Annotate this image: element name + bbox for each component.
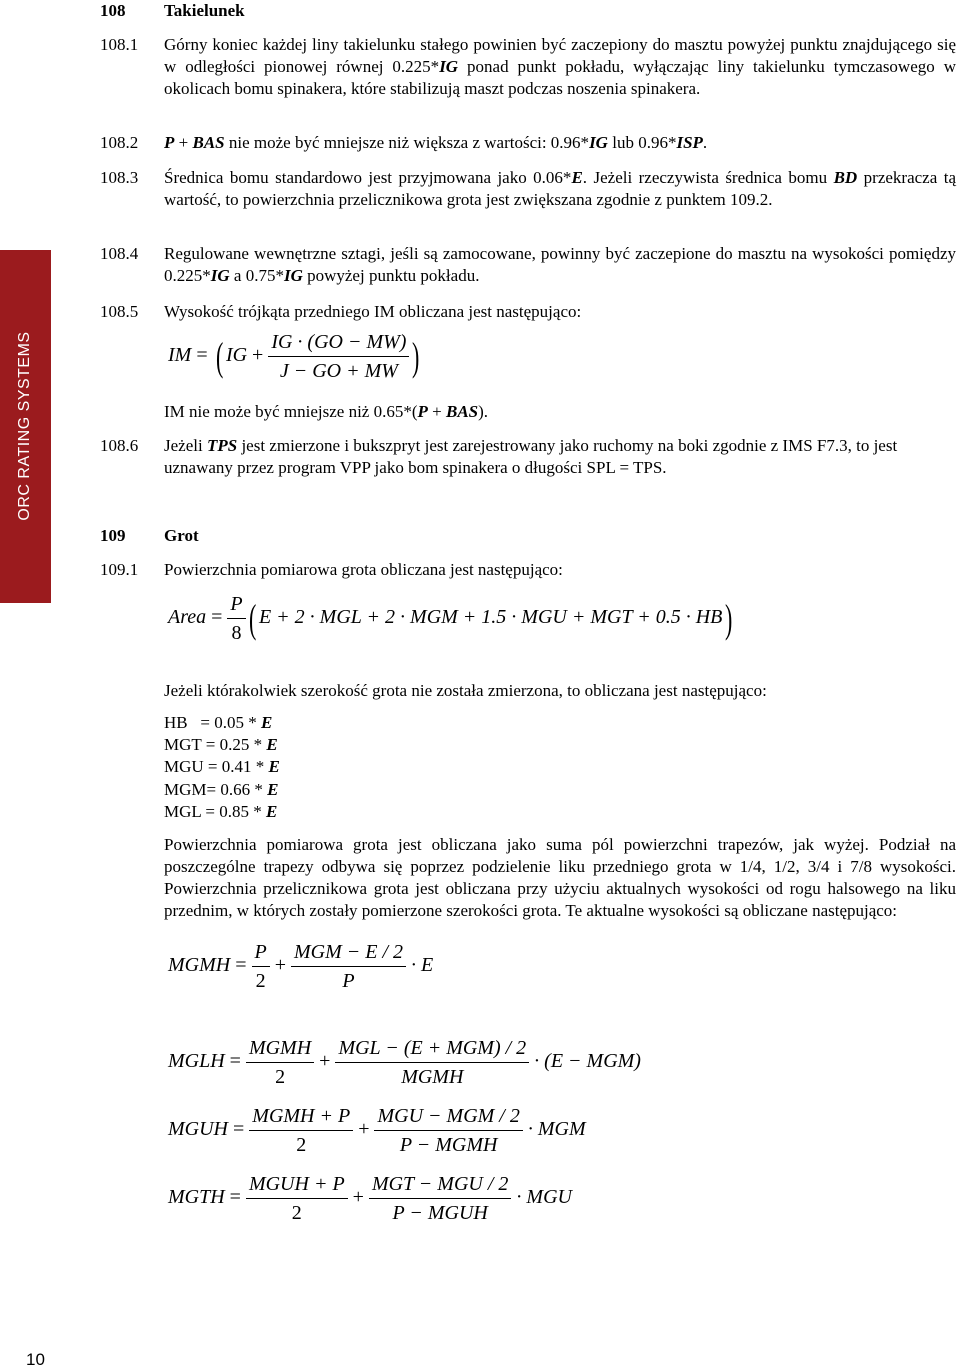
text-run: = 0.25 * (201, 735, 267, 754)
plus-sign: + (352, 1186, 364, 1209)
item-text (164, 243, 956, 287)
text-run: a 0.75* (229, 266, 284, 285)
formula-fraction (369, 1172, 511, 1225)
missing-widths-intro: Jeżeli którakolwiek szerokość grota nie została zmierzona, to obliczana jest następująco: (164, 681, 767, 700)
item-text (164, 167, 956, 211)
fraction-numerator: MGMH (248, 1037, 312, 1059)
equals-sign: = (235, 954, 247, 977)
var-bd: BD (833, 168, 858, 187)
default-mgt (164, 734, 278, 756)
fraction-numerator: P (254, 941, 267, 963)
item-text: Powierzchnia pomiarowa grota obliczana jest następująco: (164, 560, 563, 579)
fraction-denominator: 2 (249, 1130, 353, 1157)
paren-close: ) (725, 595, 733, 641)
item-number: 108.5 (100, 302, 139, 321)
fraction-numerator: MGMH + P (252, 1105, 351, 1127)
section-number: 108 (100, 1, 126, 20)
im-note (164, 401, 488, 423)
text-run: IM nie może być mniejsze niż 0.65*( (164, 402, 418, 421)
equals-sign: = (196, 344, 208, 367)
formula-im (168, 330, 423, 383)
fraction-denominator: P − MGUH (369, 1198, 511, 1225)
formula-tail: · MGU (516, 1186, 572, 1209)
formula-fraction (268, 330, 409, 383)
fraction-denominator: J − GO + MW (268, 356, 409, 383)
plus-sign: + (319, 1050, 331, 1073)
text-run: + (427, 402, 446, 421)
text-run: lub 0.96* (607, 133, 677, 152)
section-title: Takielunek (164, 1, 245, 20)
equals-sign: = (211, 606, 223, 629)
formula-tail: · MGM (527, 1118, 586, 1141)
equals-sign: = (229, 1186, 241, 1209)
item-number: 108.1 (100, 35, 139, 54)
formula-lhs: MGMH (168, 954, 231, 977)
text-run: Jeżeli (164, 436, 207, 455)
fraction-denominator: 2 (252, 966, 270, 993)
text-run: jest zmierzone i bukszpryt jest zarejestrowany jako ruchomy na boki zgodnie z IMS F7.3, to jest uznawany przez program VPP jako bom spinakera o długości SPL = TPS. (164, 436, 898, 477)
page-number: 10 (26, 1350, 45, 1369)
var-tps: TPS (206, 436, 238, 455)
item-number: 108.2 (100, 133, 139, 152)
item-number: 109.1 (100, 560, 139, 579)
formula-lhs: MGTH (168, 1186, 225, 1209)
equals-sign: = (233, 1118, 245, 1141)
var-e: E (260, 713, 273, 732)
fraction-numerator: MGM − E / 2 (294, 941, 404, 963)
var-e: E (266, 735, 278, 754)
formula-lhs: MGUH (168, 1118, 228, 1141)
text-run: Regulowane wewnętrzne sztagi, jeśli są zamocowane, powinny być zaczepione do masztu na wysokości pomiędzy 0.225* (164, 244, 956, 285)
formula-lhs: Area (168, 606, 207, 629)
var-bas: BAS (446, 402, 479, 421)
text-run: ponad punkt pokładu, wyłączając liny takielunku tymczasowego w okolicach bomu spinakera, które stabilizują maszt podczas noszenia spinakera. (164, 57, 956, 98)
formula-term: IG (225, 344, 248, 367)
formula-fraction (335, 1036, 529, 1089)
text-run: Górny koniec każdej liny takielunku stałego powinien być zaczepiony do masztu powyżej punktu znajdującego się w odległości pionowej równej 0.225* (164, 35, 956, 76)
var-e: E (571, 168, 583, 187)
formula-fraction (291, 940, 406, 993)
section-title: Grot (164, 526, 199, 545)
text-run: . (702, 133, 708, 152)
formula-tail: · E (411, 954, 434, 977)
var-isp: ISP (676, 133, 703, 152)
default-label: MGU (164, 757, 204, 776)
var-ig: IG (439, 57, 459, 76)
fraction-numerator: MGL − (E + MGM) / 2 (338, 1037, 527, 1059)
var-ig: IG (283, 266, 303, 285)
formula-area (168, 592, 736, 645)
item-text: Wysokość trójkąta przedniego IM obliczana jest następująco: (164, 302, 582, 321)
item-number: 108.3 (100, 168, 139, 187)
formula-mglh (168, 1036, 641, 1089)
formula-fraction (227, 592, 245, 645)
item-number: 108.6 (100, 436, 139, 455)
var-p: P (417, 402, 428, 421)
var-bas: BAS (192, 133, 225, 152)
plus-sign: + (274, 954, 286, 977)
formula-fraction (374, 1104, 522, 1157)
equals-sign: = (229, 1050, 241, 1073)
formula-mgmh (168, 940, 433, 993)
fraction-numerator: MGT − MGU / 2 (371, 1173, 509, 1195)
formula-fraction (246, 1036, 314, 1089)
default-mgm (164, 779, 278, 801)
default-label: HB (164, 713, 188, 732)
formula-fraction (252, 940, 270, 993)
text-run: Średnica bomu standardowo jest przyjmowana jako 0.06* (164, 168, 572, 187)
default-label: MGT (164, 735, 202, 754)
item-text (164, 34, 956, 100)
text-run: = 0.05 * (187, 713, 261, 732)
var-p: P (164, 133, 175, 152)
formula-lhs: IM (168, 344, 192, 367)
item-number: 108.4 (100, 244, 139, 263)
var-ig: IG (210, 266, 230, 285)
fraction-numerator: IG · (GO − MW) (271, 331, 407, 353)
fraction-numerator: P (230, 593, 243, 615)
var-e: E (266, 802, 278, 821)
text-run: nie może być mniejsze niż większa z wartości: 0.96* (224, 133, 590, 152)
plus-sign: + (252, 344, 264, 367)
paren-close: ) (412, 333, 420, 379)
item-text (164, 132, 956, 154)
text-run: = 0.85 * (201, 802, 266, 821)
fraction-numerator: MGU − MGM / 2 (377, 1105, 520, 1127)
text-run: ). (478, 402, 489, 421)
formula-mgth (168, 1172, 572, 1225)
text-run: powyżej punktu pokładu. (302, 266, 480, 285)
fraction-denominator: 2 (246, 1062, 314, 1089)
plus-sign: + (358, 1118, 370, 1141)
text-run: = 0.41 * (203, 757, 269, 776)
fraction-denominator: 8 (227, 618, 245, 645)
paren-open: ( (248, 595, 256, 641)
formula-fraction (246, 1172, 348, 1225)
fraction-numerator: MGUH + P (248, 1173, 345, 1195)
side-tab-label: ORC RATING SYSTEMS (16, 331, 33, 521)
text-run: = 0.66 * (206, 780, 268, 799)
formula-body: E + 2 · MGL + 2 · MGM + 1.5 · MGU + MGT + 0.5 · HB (258, 606, 723, 629)
text-run: + (174, 133, 193, 152)
default-mgl (164, 801, 277, 823)
section-number: 109 (100, 526, 126, 545)
var-ig: IG (589, 133, 608, 152)
trapezoid-paragraph: Powierzchnia pomiarowa grota jest obliczana jako suma pól powierzchni trapezów, jak wyżej. Podział na poszczególne trapezy odbywa się poprzez podzielenie liku przedniego grota w 1/4, 1/2, 3/4 i 7/8 wysokości. Powierzchnia przelicznikowa grota jest obliczana przy użyciu aktualnych wysokości od rogu halsowego na liku przednim, w których zostały pomierzone szerokości grota. Te aktualne wysokości są obliczane następująco: (164, 835, 956, 920)
fraction-denominator: MGMH (335, 1062, 529, 1089)
default-label: MGL (164, 802, 202, 821)
text-run: . Jeżeli rzeczywista średnica bomu (582, 168, 834, 187)
fraction-denominator: 2 (246, 1198, 348, 1225)
default-hb (164, 712, 272, 734)
fraction-denominator: P (291, 966, 406, 993)
formula-fraction (249, 1104, 353, 1157)
var-e: E (267, 780, 279, 799)
default-mgu (164, 756, 280, 778)
text-run: przekracza tą wartość, to powierzchnia przelicznikowa grota jest zwiększana zgodnie z punktem 109.2. (164, 168, 956, 209)
fraction-denominator: P − MGMH (374, 1130, 522, 1157)
var-e: E (268, 757, 280, 776)
default-label: MGM (164, 780, 207, 799)
formula-mguh (168, 1104, 586, 1157)
paren-open: ( (215, 333, 223, 379)
formula-tail: · (E − MGM) (534, 1050, 641, 1073)
item-text (164, 435, 956, 479)
formula-lhs: MGLH (168, 1050, 225, 1073)
